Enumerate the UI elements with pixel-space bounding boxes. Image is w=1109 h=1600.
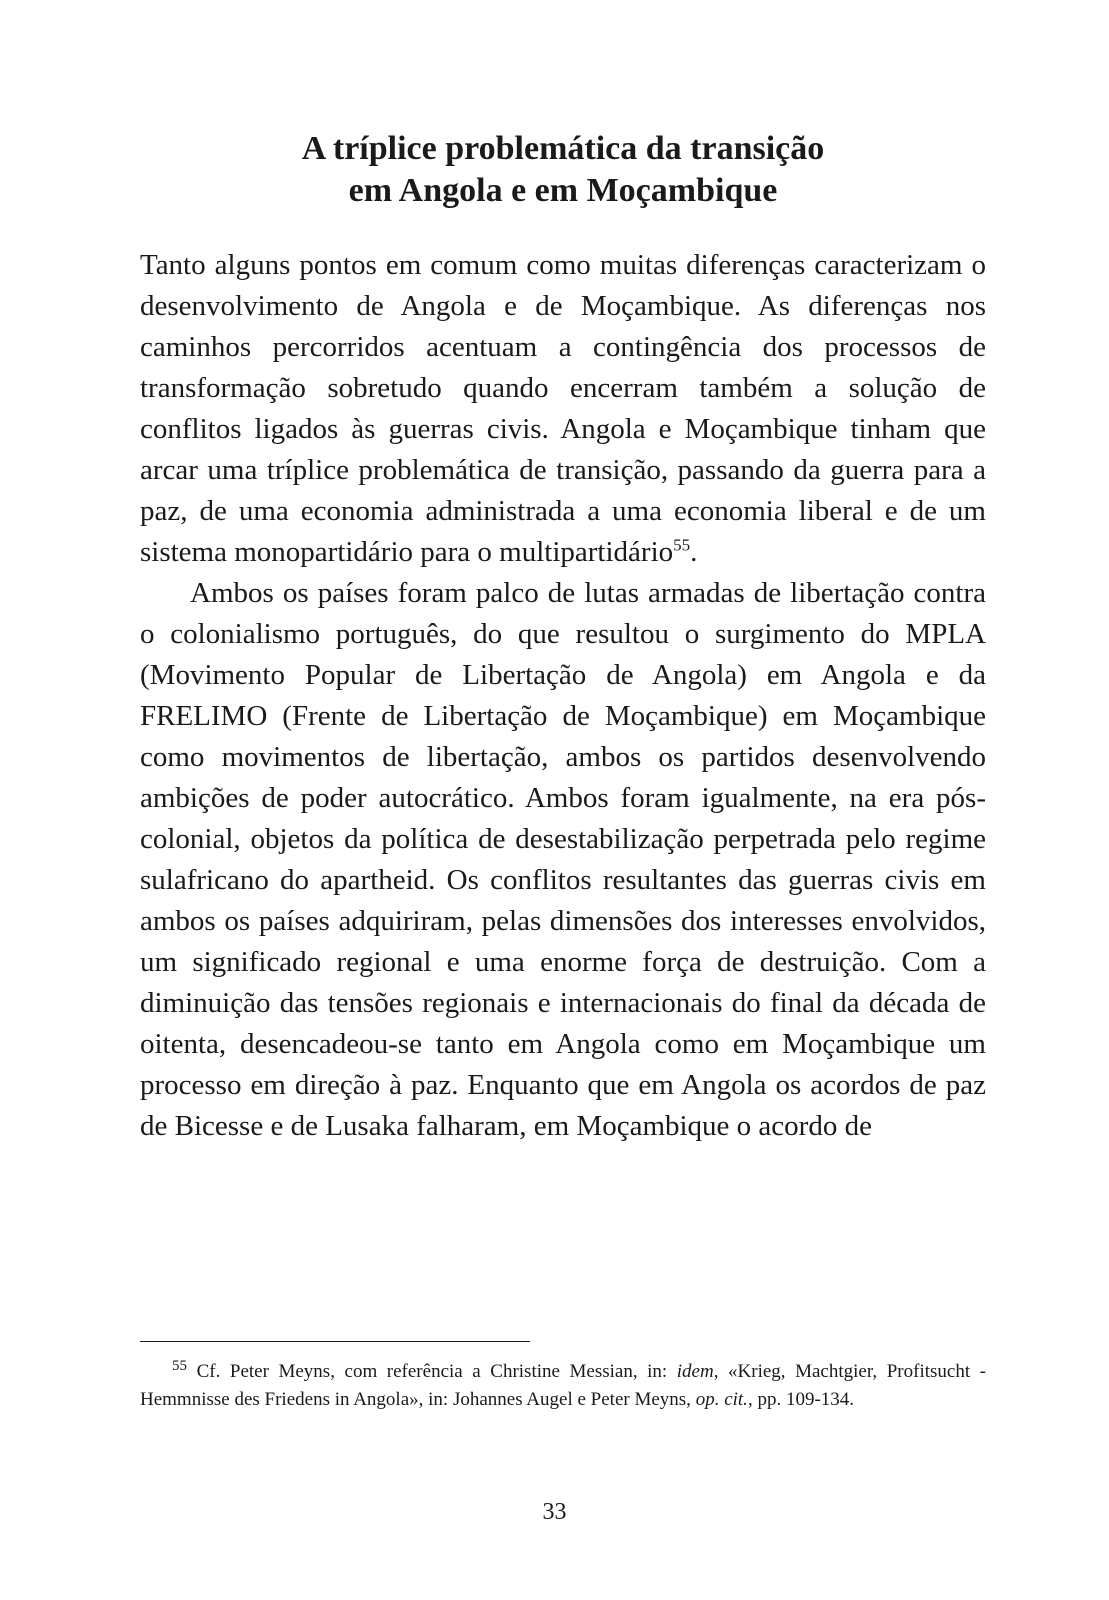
paragraph-1-end: . <box>690 536 698 568</box>
chapter-title-line-1: A tríplice problemática da transição <box>301 130 825 167</box>
paragraph-1 <box>140 245 986 573</box>
paragraph-2: Ambos os países foram palco de lutas armadas de libertação contra o colonialismo português, do que resultou o surgimento do MPLA (Movimento Popular de Libertação de Angola) em Angola e da FRELIMO (Frente de Libertação de Moçambique) em Moçambique como movimentos de libertação, ambos os partidos desenvolvendo ambições de poder autocrático. Ambos foram igualmente, na era pós-colonial, objetos da política de desestabilização perpetrada pelo regime sulafricano do apartheid. Os conflitos resultantes das guerras civis em ambos os países adquiriram, pelas dimensões dos interesses envolvidos, um significado regional e uma enorme força de destruição. Com a diminuição das tensões regionais e internacionais do final da década de oitenta, desencadeou-se tanto em Angola como em Moçambique um processo em direção à paz. Enquanto que em Angola os acordos de paz de Bicesse e de Lusaka falharam, em Moçambique o acordo de <box>140 577 986 1142</box>
footnote-italic-idem: idem <box>676 1361 714 1382</box>
footnote-separator <box>140 1341 530 1342</box>
footnote-number: 55 <box>172 1357 187 1374</box>
chapter-title-line-2: em Angola e em Moçambique <box>348 172 778 209</box>
chapter-title <box>140 128 986 212</box>
footnote-italic-op-cit: op. cit. <box>695 1389 748 1410</box>
footnote-text-part-1: Cf. Peter Meyns, com referência a Christine Messian, in: <box>196 1361 677 1382</box>
footnote-text-part-2: , «Krieg, Machtgier, Profitsucht - Hemmnisse des Friedens in Angola», in: Johannes Augel e Peter Meyns, <box>140 1361 986 1410</box>
footnote-reference: 55 <box>673 535 691 555</box>
paragraph-1-text: Tanto alguns pontos em comum como muitas diferenças caracterizam o desenvolvimento de Angola e de Moçambique. As diferenças nos caminhos percorridos acentuam a contingência dos processos de transformação sobretudo quando encerram também a solução de conflitos ligados às guerras civis. Angola e Moçambique tinham que arcar uma tríplice problemática de transição, passando da guerra para a paz, de uma economia administrada a uma economia liberal e de um sistema monopartidário para o multipartidário <box>140 249 986 568</box>
footnote-text-part-3: , pp. 109-134. <box>747 1389 855 1410</box>
body-text <box>140 245 986 1147</box>
page-number: 33 <box>542 1499 567 1525</box>
footnote <box>140 1358 986 1414</box>
